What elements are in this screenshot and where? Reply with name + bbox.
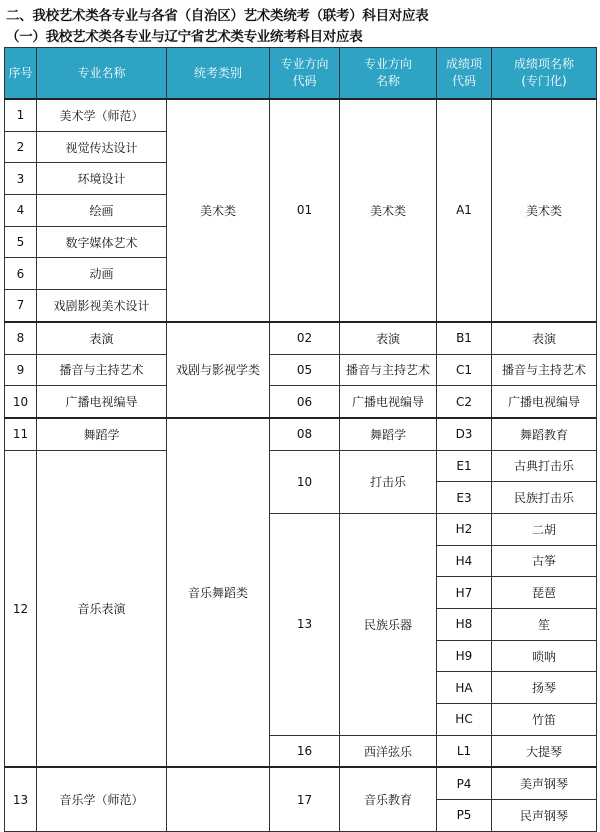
cell-score-code: H7: [437, 577, 492, 609]
header-score-name-line2: (专门化): [521, 74, 567, 88]
cell-score-code: B1: [437, 322, 492, 354]
cell-score-name: 扬琴: [492, 672, 597, 704]
cell-major: 表演: [37, 322, 167, 354]
cell-dir-code: 08: [270, 418, 340, 450]
cell-seq: 13: [5, 767, 37, 831]
cell-dir-name: 打击乐: [340, 450, 437, 513]
cell-score-name: 表演: [492, 322, 597, 354]
cell-score-code: P5: [437, 800, 492, 832]
cell-score-code: HA: [437, 672, 492, 704]
cell-score-code: E1: [437, 450, 492, 482]
header-score-name-line1: 成绩项名称: [513, 57, 574, 71]
header-dir-code: [270, 48, 340, 100]
table-row: [5, 99, 597, 131]
cell-seq: 10: [5, 386, 37, 418]
header-dir-name-line1: 专业方向: [363, 57, 412, 71]
cell-score-name: 民族打击乐: [492, 482, 597, 514]
table-row: [5, 386, 597, 418]
cell-major: 美术学（师范）: [37, 99, 167, 131]
cell-dir-code: 06: [270, 386, 340, 418]
cell-dir-code: 13: [270, 513, 340, 735]
header-score-code-line2: 代码: [451, 74, 476, 88]
header-dir-code-line2: 代码: [292, 74, 317, 88]
cell-score-name: 广播电视编导: [492, 386, 597, 418]
cell-seq: 6: [5, 258, 37, 290]
cell-score-name: 竹笛: [492, 704, 597, 736]
cell-dir-code: 05: [270, 354, 340, 386]
table-row: [5, 418, 597, 450]
table-row: [5, 767, 597, 799]
cell-dir-code: 17: [270, 767, 340, 831]
header-score-code: [437, 48, 492, 100]
cell-category: 戏剧与影视学类: [167, 322, 270, 418]
cell-dir-name: 表演: [340, 322, 437, 354]
cell-score-code: E3: [437, 482, 492, 514]
section-subtitle: （一）我校艺术类各专业与辽宁省艺术类专业统考科目对应表: [6, 29, 363, 45]
cell-category: [167, 767, 270, 831]
cell-score-name: 美术类: [492, 99, 597, 322]
cell-major: 播音与主持艺术: [37, 354, 167, 386]
cell-score-code: H2: [437, 513, 492, 545]
cell-dir-name: 音乐教育: [340, 767, 437, 831]
cell-seq: 2: [5, 131, 37, 163]
cell-major: 舞蹈学: [37, 418, 167, 450]
cell-seq: 3: [5, 163, 37, 195]
header-seq: 序号: [5, 48, 37, 100]
cell-score-name: 笙: [492, 609, 597, 641]
cell-seq: 4: [5, 195, 37, 227]
cell-dir-code: 01: [270, 99, 340, 322]
cell-major: 戏剧影视美术设计: [37, 290, 167, 322]
cell-score-name: 舞蹈教育: [492, 418, 597, 450]
cell-major: 数字媒体艺术: [37, 226, 167, 258]
cell-score-code: H8: [437, 609, 492, 641]
cell-score-code: D3: [437, 418, 492, 450]
cell-major: 音乐表演: [37, 450, 167, 767]
cell-seq: 8: [5, 322, 37, 354]
cell-score-code: H4: [437, 545, 492, 577]
header-dir-name-line2: 名称: [375, 74, 400, 88]
table-row: [5, 322, 597, 354]
cell-seq: 5: [5, 226, 37, 258]
cell-major: 动画: [37, 258, 167, 290]
header-dir-name: [340, 48, 437, 100]
cell-major: 环境设计: [37, 163, 167, 195]
cell-category: 音乐舞蹈类: [167, 418, 270, 768]
cell-score-code: C2: [437, 386, 492, 418]
subject-mapping-table: [4, 47, 597, 832]
cell-score-name: 民声钢琴: [492, 800, 597, 832]
table-row: [5, 354, 597, 386]
cell-score-code: H9: [437, 640, 492, 672]
cell-score-code: A1: [437, 99, 492, 322]
cell-seq: 11: [5, 418, 37, 450]
cell-score-code: L1: [437, 735, 492, 767]
cell-dir-name: 播音与主持艺术: [340, 354, 437, 386]
cell-score-name: 大提琴: [492, 735, 597, 767]
cell-major: 广播电视编导: [37, 386, 167, 418]
cell-score-code: C1: [437, 354, 492, 386]
cell-category: 美术类: [167, 99, 270, 322]
cell-score-name: 二胡: [492, 513, 597, 545]
cell-score-name: 美声钢琴: [492, 767, 597, 799]
cell-dir-code: 10: [270, 450, 340, 513]
header-major: 专业名称: [37, 48, 167, 100]
cell-score-code: HC: [437, 704, 492, 736]
cell-score-name: 唢呐: [492, 640, 597, 672]
section-title: 二、我校艺术类各专业与各省（自治区）艺术类统考（联考）科目对应表: [6, 8, 429, 24]
table-row: [5, 450, 597, 482]
cell-score-name: 播音与主持艺术: [492, 354, 597, 386]
cell-dir-name: 民族乐器: [340, 513, 437, 735]
header-category: 统考类别: [167, 48, 270, 100]
cell-dir-name: 广播电视编导: [340, 386, 437, 418]
cell-seq: 1: [5, 99, 37, 131]
cell-seq: 9: [5, 354, 37, 386]
cell-score-code: P4: [437, 767, 492, 799]
header-dir-code-line1: 专业方向: [280, 57, 329, 71]
cell-score-name: 古典打击乐: [492, 450, 597, 482]
cell-score-name: 古筝: [492, 545, 597, 577]
cell-major: 绘画: [37, 195, 167, 227]
cell-dir-name: 西洋弦乐: [340, 735, 437, 767]
cell-dir-name: 美术类: [340, 99, 437, 322]
header-score-name: [492, 48, 597, 100]
header-score-code-line1: 成绩项: [445, 57, 482, 71]
cell-major: 音乐学（师范）: [37, 767, 167, 831]
cell-dir-code: 16: [270, 735, 340, 767]
cell-seq: 7: [5, 290, 37, 322]
cell-score-name: 琵琶: [492, 577, 597, 609]
table-header-row: [5, 48, 597, 100]
cell-seq: 12: [5, 450, 37, 767]
cell-dir-name: 舞蹈学: [340, 418, 437, 450]
cell-dir-code: 02: [270, 322, 340, 354]
cell-major: 视觉传达设计: [37, 131, 167, 163]
